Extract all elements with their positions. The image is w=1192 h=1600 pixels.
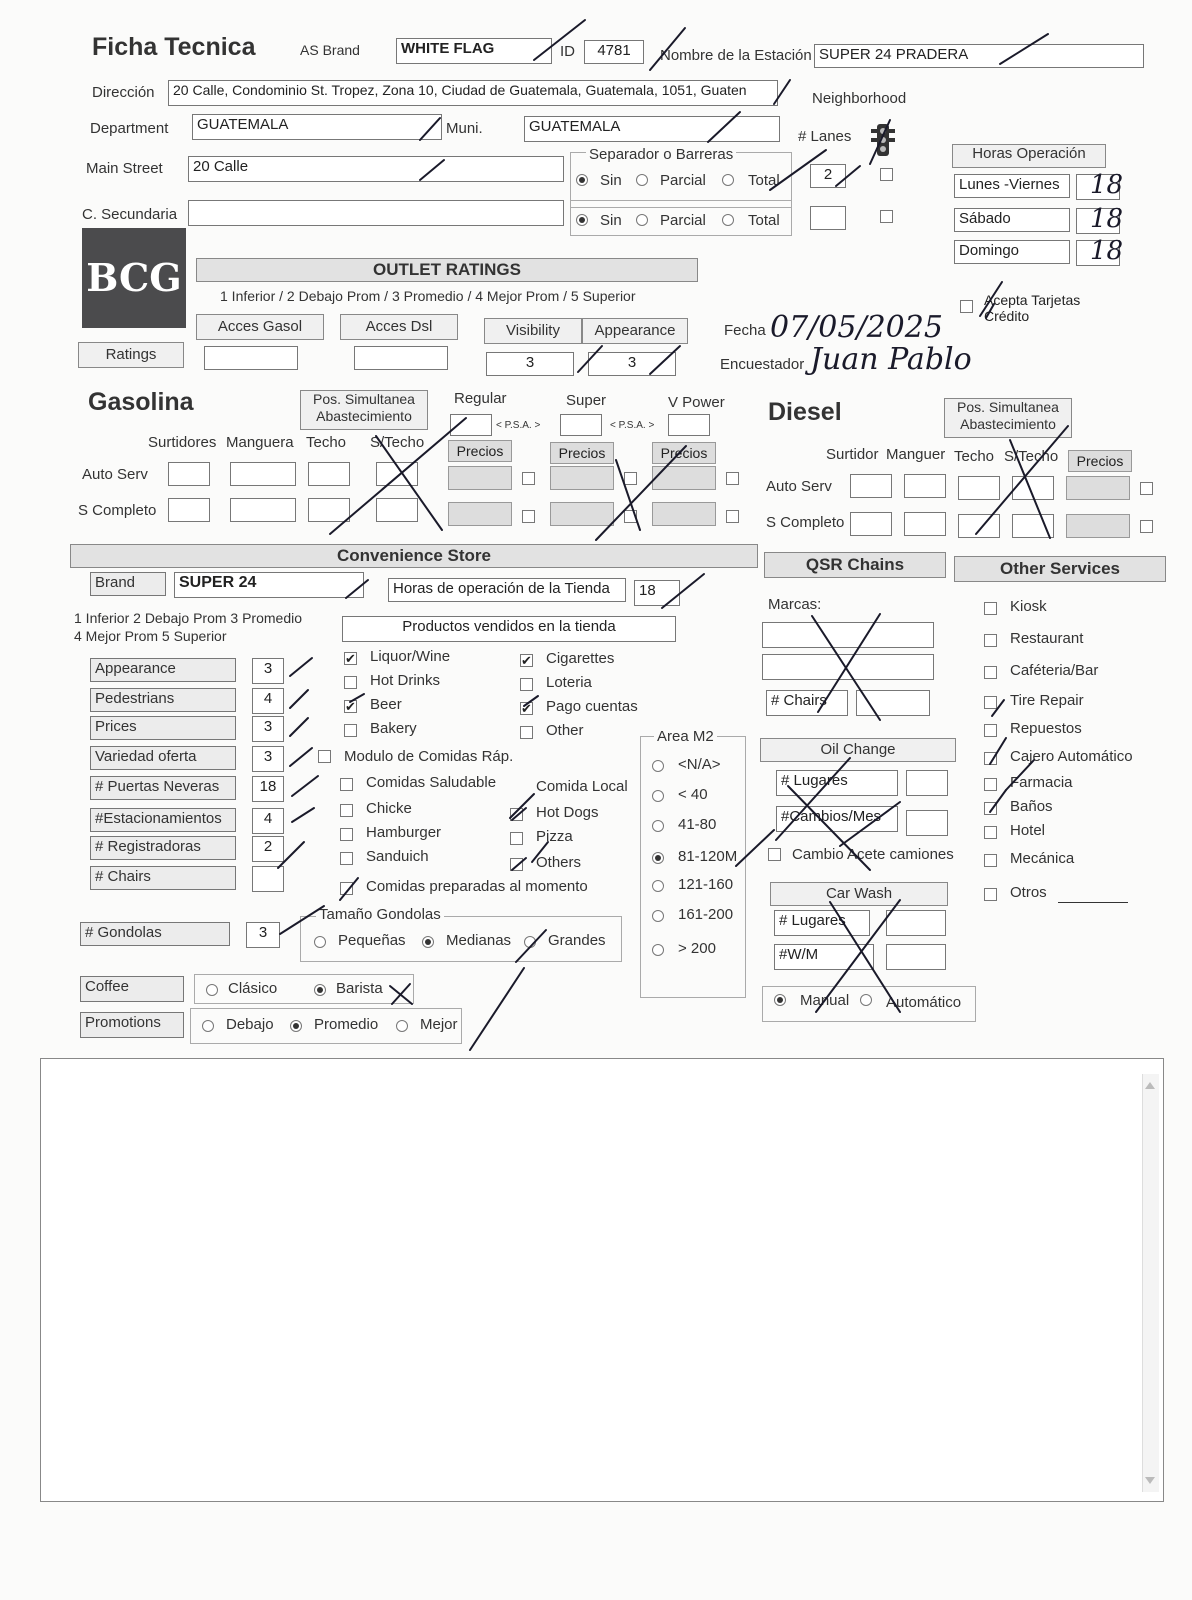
appearance-button[interactable]: Appearance [582,318,688,344]
product-checkbox[interactable] [344,676,357,689]
lunes-value: 18 [1090,170,1124,200]
bcg-logo [82,228,186,328]
sep2-sin-label: Sin [600,212,622,229]
clasico-label: Clásico [228,980,278,997]
gas-as-manguera[interactable] [230,462,296,486]
gasolina-pos-simultanea[interactable]: Pos. Simultanea Abastecimiento [300,390,428,430]
comments-scrollbar[interactable] [1142,1074,1159,1492]
diesel-as-manguer[interactable] [904,474,946,498]
service-label: Cajero Automático [1010,748,1133,765]
area-option-label: < 40 [678,786,708,803]
qsr-chains-title: QSR Chains [764,552,946,578]
store-scale-1: 1 Inferior 2 Debajo Prom 3 Promedio [74,610,302,626]
store-rating-field[interactable]: 4 [252,808,284,834]
area-title: Area M2 [654,728,717,745]
clasico-radio[interactable] [206,984,218,996]
convenience-store-title: Convenience Store [70,544,758,568]
modulo-checkbox[interactable] [318,750,331,763]
food-checkbox[interactable] [510,858,523,871]
food-label: Hamburger [366,824,442,841]
product-checkbox[interactable]: ✔ [521,653,532,668]
area-option-label: 41-80 [678,816,717,833]
store-rating-field[interactable]: 2 [252,836,284,862]
marca-field-2[interactable] [762,654,934,680]
store-brand-field[interactable]: SUPER 24 [174,572,364,598]
area-option-label: <N/A> [678,756,721,773]
pequenas-label: Pequeñas [338,932,406,949]
wash-wm-field[interactable] [886,944,946,970]
lanes-label: # Lanes [798,128,852,145]
tamano-title: Tamaño Gondolas [316,906,444,923]
area-radio[interactable] [652,852,664,864]
gas-as-techo[interactable] [308,462,350,486]
manguer-label: Manguer [886,446,946,463]
manual-label: Manual [800,992,850,1009]
debajo-label: Debajo [226,1016,274,1033]
sep1-sin-label: Sin [600,172,622,189]
store-brand-label: Brand [90,572,166,596]
product-checkbox[interactable] [520,678,533,691]
service-checkbox[interactable] [984,778,997,791]
marcas-label: Marcas: [768,596,822,613]
service-checkbox[interactable] [984,634,997,647]
service-label: Hotel [1010,822,1046,839]
otros-line [1058,902,1128,903]
service-checkbox[interactable] [984,724,997,737]
medianas-label: Medianas [446,932,512,949]
diesel-as-stecho[interactable] [1012,476,1054,500]
acces-gasol-button[interactable]: Acces Gasol [196,314,324,340]
service-checkbox[interactable] [984,888,997,901]
food-label: Pizza [536,828,573,845]
gas-s-completo-label: S Completo [78,502,157,519]
comida-local-label: Comida Local [536,778,628,795]
comidas-prep-checkbox[interactable] [340,882,353,895]
oil-change-title[interactable]: Oil Change [760,738,956,762]
service-label: Caféteria/Bar [1010,662,1099,679]
lanes-field[interactable]: 2 [810,164,846,188]
promedio-radio[interactable] [290,1020,302,1032]
service-checkbox[interactable] [984,854,997,867]
area-group [640,736,746,998]
store-rating-label: # Registradoras [90,836,236,860]
service-label: Otros [1010,884,1047,901]
service-checkbox[interactable] [984,666,997,679]
gas-sc-super-cb[interactable] [624,510,637,523]
sep1-total-label: Total [748,172,780,189]
diesel-s-completo-label: S Completo [766,514,845,531]
diesel-precios: Precios [1068,450,1132,472]
techo-label: Techo [306,434,347,451]
product-label: Other [546,722,584,739]
gondolas-label: # Gondolas [80,922,230,946]
product-label: Beer [370,696,402,713]
gas-as-regular-cb[interactable] [522,472,535,485]
store-horas-field[interactable]: 18 [634,580,680,606]
gas-as-stecho[interactable] [376,462,418,486]
modulo-label: Modulo de Comidas Ráp. [344,748,514,765]
stecho-label: S/Techo [370,434,425,451]
product-checkbox[interactable] [520,726,533,739]
regular-label: Regular [454,390,507,407]
diesel-stecho-label: S/Techo [1004,448,1059,465]
gas-sc-stecho[interactable] [376,498,418,522]
id-field[interactable]: 4781 [584,40,644,64]
manual-radio[interactable] [774,994,786,1006]
diesel-sc-techo[interactable] [958,514,1000,538]
promedio-label: Promedio [314,1016,379,1033]
gas-as-surtidores[interactable] [168,462,210,486]
lanes-checkbox-1[interactable] [880,168,893,181]
debajo-radio[interactable] [202,1020,214,1032]
diesel-sc-manguer[interactable] [904,512,946,536]
visibility-button[interactable]: Visibility [484,318,582,344]
diesel-title: Diesel [768,398,842,426]
wash-lugares-label: # Lugares [774,910,870,936]
product-label: Bakery [370,720,417,737]
service-checkbox[interactable] [984,696,997,709]
oil-lugares-field[interactable] [906,770,948,796]
product-label: Loteria [546,674,592,691]
super-field[interactable] [560,414,602,436]
product-checkbox[interactable]: ✔ [521,701,532,716]
sabado-value: 18 [1090,204,1124,234]
diesel-as-price[interactable] [1066,476,1130,500]
service-label: Kiosk [1010,598,1047,615]
gas-as-super-price[interactable] [550,466,614,490]
service-checkbox[interactable] [984,802,997,815]
barista-radio[interactable] [314,984,326,996]
muni-label: Muni. [446,120,483,137]
product-label: Hot Drinks [370,672,441,689]
store-rating-field[interactable]: 4 [252,688,284,714]
main-street-label: Main Street [86,160,163,177]
secundaria-field[interactable] [188,200,564,226]
service-label: Farmacia [1010,774,1073,791]
store-rating-field[interactable]: 3 [252,746,284,772]
gas-sc-regular-price[interactable] [448,502,512,526]
gas-sc-vpower-price[interactable] [652,502,716,526]
diesel-pos-simultanea[interactable]: Pos. Simultanea Abastecimiento [944,398,1072,438]
psa-label-1: < P.S.A. > [496,420,541,431]
acces-gasol-field[interactable] [204,346,298,370]
store-horas-label: Horas de operación de la Tienda [388,578,626,602]
oil-lugares-label: # Lugares [776,770,898,796]
acces-dsl-button[interactable]: Acces Dsl [340,314,458,340]
diesel-as-techo[interactable] [958,476,1000,500]
store-rating-label: # Chairs [90,866,236,890]
store-rating-field[interactable] [252,866,284,892]
automatico-label: Automático [886,994,962,1011]
gas-sc-manguera[interactable] [230,498,296,522]
diesel-sc-surtidor[interactable] [850,512,892,536]
gas-sc-surtidores[interactable] [168,498,210,522]
lanes-field-2[interactable] [810,206,846,230]
separador-title: Separador o Barreras [586,146,736,163]
diesel-sc-price[interactable] [1066,514,1130,538]
direccion-field[interactable]: 20 Calle, Condominio St. Tropez, Zona 10, Ciudad de Guatemala, Guatemala, 1051, Guaten [168,80,778,106]
other-services-title: Other Services [954,556,1166,582]
product-label: Pago cuentas [546,698,638,715]
store-rating-label: Appearance [90,658,236,682]
pequenas-radio[interactable] [314,936,326,948]
diesel-sc-cb[interactable] [1140,520,1153,533]
car-wash-title[interactable]: Car Wash [770,882,948,906]
mejor-label: Mejor [420,1016,458,1033]
domingo-label: Domingo [954,240,1070,264]
medianas-radio[interactable] [422,936,434,948]
service-checkbox[interactable] [984,752,997,765]
service-label: Baños [1010,798,1053,815]
department-field[interactable]: GUATEMALA [192,114,442,140]
encuestador-label: Encuestador [720,356,805,373]
as-brand-label: AS Brand [300,42,360,58]
fecha-value: 07/05/2025 [770,310,943,345]
barista-label: Barista [336,980,383,997]
lanes-checkbox-2[interactable] [880,210,893,223]
camiones-checkbox[interactable] [768,848,781,861]
service-checkbox[interactable] [984,602,997,615]
appearance-field[interactable]: 3 [588,352,676,376]
wash-wm-label: #W/M [774,944,874,970]
gas-sc-super-price[interactable] [550,502,614,526]
mejor-radio[interactable] [396,1020,408,1032]
vpower-field[interactable] [668,414,710,436]
surtidores-label: Surtidores [148,434,217,451]
product-label: Liquor/Wine [370,648,451,665]
gas-auto-serv-label: Auto Serv [82,466,148,483]
store-rating-label: # Puertas Neveras [90,776,236,800]
comidas-prep-label: Comidas preparadas al momento [366,878,588,895]
comments-textarea[interactable] [40,1058,1164,1502]
super-label: Super [566,392,607,409]
as-brand-field[interactable]: WHITE FLAG [396,38,552,64]
ratings-label: Ratings [78,342,184,368]
camiones-label: Cambio Acete camiones [792,846,954,863]
product-checkbox[interactable]: ✔ [345,651,356,666]
domingo-value: 18 [1090,236,1124,266]
food-checkbox[interactable] [510,808,523,821]
psa-label-2: < P.S.A. > [610,420,655,431]
bcg-logo-text: BCG [86,255,182,300]
service-label: Repuestos [1010,720,1082,737]
sep1-sin-radio[interactable] [576,174,588,186]
gas-as-super-cb[interactable] [624,472,637,485]
ratings-scale: 1 Inferior / 2 Debajo Prom / 3 Promedio / 4 Mejor Prom / 5 Superior [220,288,636,304]
grandes-label: Grandes [548,932,606,949]
qsr-chairs-label: # Chairs [766,690,848,716]
productos-title: Productos vendidos en la tienda [342,616,676,642]
sabado-label: Sábado [954,208,1070,232]
area-radio[interactable] [652,820,664,832]
gas-as-vpower-cb[interactable] [726,472,739,485]
sep2-sin-radio[interactable] [576,214,588,226]
acces-dsl-field[interactable] [354,346,448,370]
diesel-as-surtidor[interactable] [850,474,892,498]
area-option-label: 81-120M [678,848,738,865]
food-checkbox[interactable] [340,778,353,791]
acepta-label: Acepta Tarjetas Crédito [984,292,1081,324]
store-rating-field[interactable]: 3 [252,716,284,742]
food-checkbox[interactable] [340,828,353,841]
diesel-as-cb[interactable] [1140,482,1153,495]
lunes-label: Lunes -Viernes [954,174,1070,198]
acepta-checkbox[interactable] [960,300,973,313]
neighborhood-label: Neighborhood [812,90,907,107]
area-radio[interactable] [652,790,664,802]
store-scale-2: 4 Mejor Prom 5 Superior [74,628,227,644]
vpower-label: V Power [668,394,725,411]
station-label: Nombre de la Estación [660,47,812,64]
visibility-field[interactable]: 3 [486,352,574,376]
store-rating-label: Variedad oferta [90,746,236,770]
gas-as-regular-price[interactable] [448,466,512,490]
service-label: Mecánica [1010,850,1075,867]
food-label: Hot Dogs [536,804,599,821]
secundaria-label: C. Secundaria [82,206,178,223]
food-label: Sanduich [366,848,429,865]
wash-lugares-field[interactable] [886,910,946,936]
outlet-ratings-title: OUTLET RATINGS [196,258,698,282]
product-label: Cigarettes [546,650,615,667]
oil-cambios-field[interactable] [906,810,948,836]
scroll-up-icon[interactable] [1145,1082,1155,1089]
diesel-sc-stecho[interactable] [1012,514,1054,538]
area-option-label: 121-160 [678,876,734,893]
service-label: Restaurant [1010,630,1084,647]
gas-sc-techo[interactable] [308,498,350,522]
qsr-chairs-field[interactable] [856,690,930,716]
main-street-field[interactable]: 20 Calle [188,156,564,182]
service-checkbox[interactable] [984,826,997,839]
food-label: Chicke [366,800,412,817]
grandes-radio[interactable] [524,936,536,948]
food-checkbox[interactable] [510,832,523,845]
food-checkbox[interactable] [340,804,353,817]
sep2-parcial-label: Parcial [660,212,706,229]
gas-sc-vpower-cb[interactable] [726,510,739,523]
food-label: Others [536,854,582,871]
muni-field[interactable]: GUATEMALA [524,116,780,142]
diesel-techo-label: Techo [954,448,995,465]
sep2-parcial-radio[interactable] [636,214,648,226]
store-rating-field[interactable]: 3 [252,658,284,684]
automatico-radio[interactable] [860,994,872,1006]
department-label: Department [90,120,169,137]
page-title: Ficha Tecnica [92,33,256,61]
surtidor-label: Surtidor [826,446,879,463]
diesel-auto-serv-label: Auto Serv [766,478,832,495]
promotions-label: Promotions [80,1012,184,1038]
store-rating-label: Pedestrians [90,688,236,712]
sep2-total-radio[interactable] [722,214,734,226]
gasolina-title: Gasolina [88,388,194,416]
area-radio[interactable] [652,760,664,772]
sep1-parcial-label: Parcial [660,172,706,189]
product-checkbox[interactable] [344,724,357,737]
store-rating-label: Prices [90,716,236,740]
station-field[interactable]: SUPER 24 PRADERA [814,44,1144,68]
gas-as-vpower-price[interactable] [652,466,716,490]
gas-sc-regular-cb[interactable] [522,510,535,523]
area-option-label: > 200 [678,940,716,957]
store-rating-label: #Estacionamientos [90,808,236,832]
sep2-total-label: Total [748,212,780,229]
area-radio[interactable] [652,944,664,956]
super-precios: Precios [550,442,614,464]
regular-field[interactable] [450,414,492,436]
id-label: ID [560,43,575,60]
vpower-precios: Precios [652,442,716,464]
coffee-label: Coffee [80,976,184,1002]
area-radio[interactable] [652,880,664,892]
oil-cambios-label: #Cambios/Mes [776,806,898,832]
sep1-parcial-radio[interactable] [636,174,648,186]
food-checkbox[interactable] [340,852,353,865]
product-checkbox[interactable]: ✔ [345,699,356,714]
encuestador-value: Juan Pablo [810,342,972,377]
scroll-down-icon[interactable] [1145,1477,1155,1484]
marca-field-1[interactable] [762,622,934,648]
manguera-label: Manguera [226,434,294,451]
fecha-label: Fecha [724,322,766,339]
store-rating-field[interactable]: 18 [252,776,284,802]
traffic-light-icon [868,122,898,158]
area-option-label: 161-200 [678,906,734,923]
sep1-total-radio[interactable] [722,174,734,186]
area-radio[interactable] [652,910,664,922]
food-label: Comidas Saludable [366,774,497,791]
horas-title: Horas Operación [952,144,1106,168]
gondolas-field[interactable]: 3 [246,922,280,948]
regular-precios: Precios [448,440,512,462]
direccion-label: Dirección [92,84,155,101]
service-label: Tire Repair [1010,692,1084,709]
